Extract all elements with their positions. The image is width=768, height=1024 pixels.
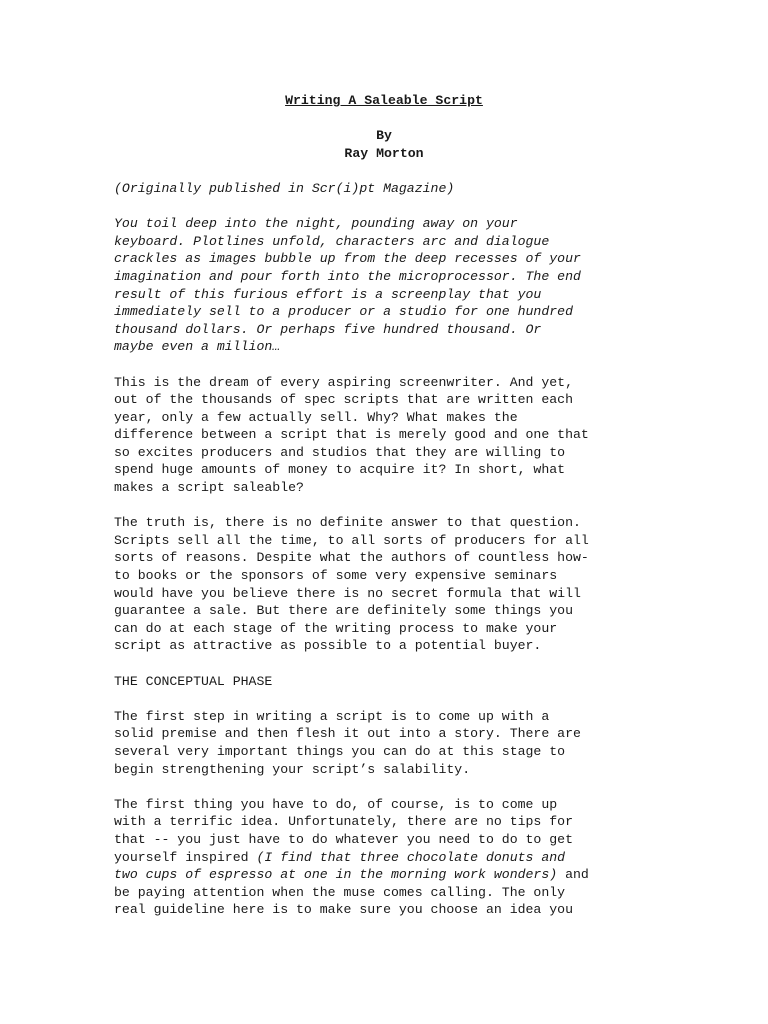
text-line: The first step in writing a script is to come up with a xyxy=(114,708,550,724)
text-line: with a terrific idea. Unfortunately, there are no tips for xyxy=(114,814,573,830)
text-line: makes a script saleable? xyxy=(114,480,304,496)
document-page xyxy=(114,92,674,937)
text-line: out of the thousands of spec scripts that are written each xyxy=(114,392,573,408)
text-run-italic: two cups of espresso at one in the morning work wonders) xyxy=(114,867,558,883)
text-line: guarantee a sale. But there are definitely some things you xyxy=(114,603,573,619)
spacer xyxy=(114,110,654,128)
text-line: spend huge amounts of money to acquire it? In short, what xyxy=(114,462,566,478)
text-line: script as attractive as possible to a potential buyer. xyxy=(114,638,542,654)
text-line: result of this furious effort is a screenplay that you xyxy=(114,286,542,302)
text-line: real guideline here is to make sure you choose an idea you xyxy=(114,902,573,918)
text-line: imagination and pour forth into the microprocessor. The end xyxy=(114,268,581,284)
text-run-italic: (I find that three chocolate donuts and xyxy=(256,849,566,865)
text-line: that -- you just have to do whatever you need to do to get xyxy=(114,831,573,847)
paragraph-first-thing xyxy=(114,796,674,919)
document-title: Writing A Saleable Script xyxy=(285,93,483,108)
text-line: solid premise and then flesh it out into a story. There are xyxy=(114,726,581,742)
text-line: can do at each stage of the writing process to make your xyxy=(114,620,558,636)
text-line: crackles as images bubble up from the deep recesses of your xyxy=(114,251,581,267)
text-line: several very important things you can do at this stage to xyxy=(114,743,566,759)
text-line: begin strengthening your script’s salability. xyxy=(114,761,471,777)
text-line: year, only a few actually sell. Why? What makes the xyxy=(114,409,518,425)
text-line: sorts of reasons. Despite what the authors of countless how- xyxy=(114,550,589,566)
text-line xyxy=(114,866,674,884)
paragraph-dream xyxy=(114,374,674,497)
text-line: keyboard. Plotlines unfold, characters arc and dialogue xyxy=(114,233,550,249)
text-line: be paying attention when the muse comes calling. The only xyxy=(114,884,566,900)
title-block xyxy=(114,92,654,180)
text-line: would have you believe there is no secret formula that will xyxy=(114,585,581,601)
text-line: You toil deep into the night, pounding away on your xyxy=(114,216,518,232)
text-line: The truth is, there is no definite answer to that question. xyxy=(114,515,581,531)
text-line xyxy=(114,849,674,867)
text-run: yourself inspired xyxy=(114,849,257,865)
text-line: immediately sell to a producer or a studio for one hundred xyxy=(114,304,573,320)
text-line: difference between a script that is merely good and one that xyxy=(114,427,589,443)
text-line: maybe even a million… xyxy=(114,339,281,355)
paragraph-first-step xyxy=(114,708,674,778)
author-name: Ray Morton xyxy=(344,145,424,161)
source-note: (Originally published in Scr(i)pt Magazine) xyxy=(114,180,455,196)
paragraph-truth xyxy=(114,514,674,655)
text-line: to books or the sponsors of some very expensive seminars xyxy=(114,568,558,584)
text-line: The first thing you have to do, of course, is to come up xyxy=(114,796,558,812)
paragraph-intro xyxy=(114,215,674,356)
section-heading: THE CONCEPTUAL PHASE xyxy=(114,673,273,689)
byline-label: By xyxy=(376,128,392,144)
text-line: so excites producers and studios that they are willing to xyxy=(114,444,566,460)
spacer xyxy=(114,162,654,180)
text-line: thousand dollars. Or perhaps five hundred thousand. Or xyxy=(114,321,542,337)
text-line: This is the dream of every aspiring screenwriter. And yet, xyxy=(114,374,573,390)
text-line: Scripts sell all the time, to all sorts of producers for all xyxy=(114,532,589,548)
text-run: and xyxy=(557,867,589,883)
